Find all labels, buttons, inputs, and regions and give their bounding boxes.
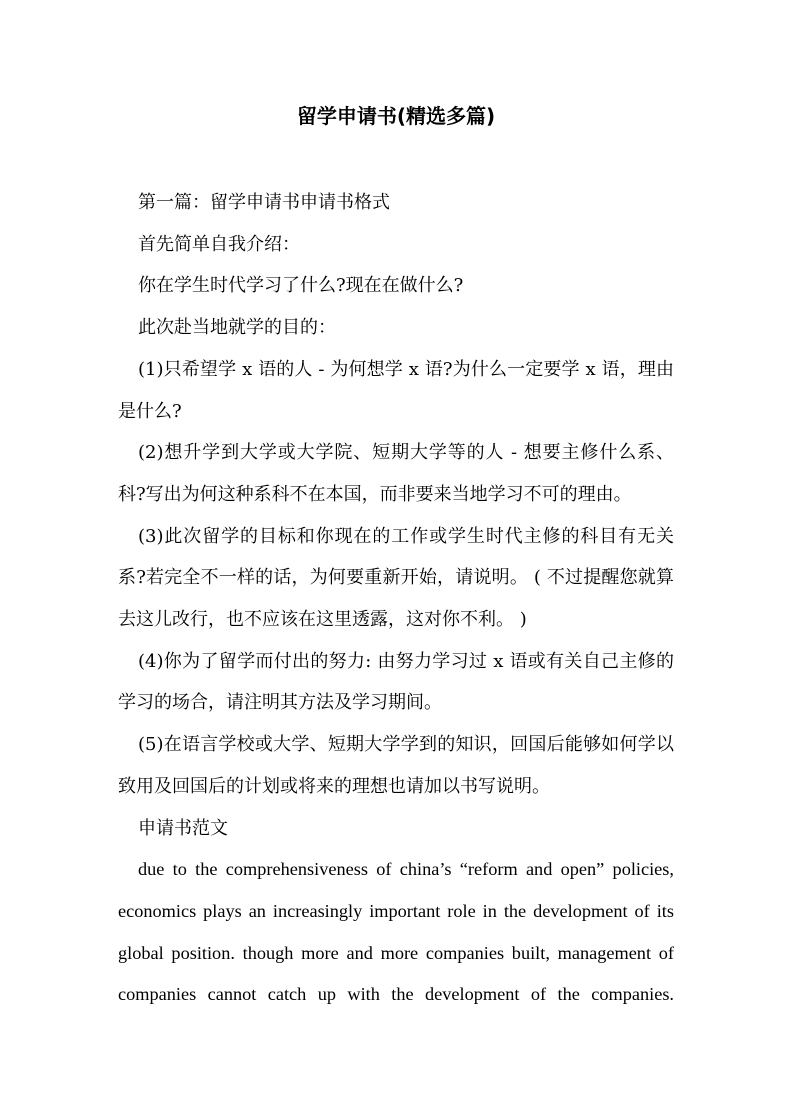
paragraph-english-sample: due to the comprehensiveness of china’s “reform and open” policies, economics plays an increasingly important role in the development of its global position. though more and more companies built, management of companies cannot catch up with the development of the companies. bbox=[118, 859, 674, 1005]
paragraph-self-intro: 首先简单自我介绍： bbox=[138, 233, 300, 255]
paragraph-heading-part-one: 第一篇：留学申请书申请书格式 bbox=[138, 192, 390, 213]
paragraph-item-1: (1)只希望学 x 语的人 - 为何想学 x 语?为什么一定要学 x 语，理由是什么? bbox=[118, 358, 674, 422]
paragraph-purpose: 此次赴当地就学的目的： bbox=[138, 317, 336, 339]
paragraph-item-3: (3)此次留学的目标和你现在的工作或学生时代主修的科目有无关系?若完全不一样的话，为何要重新开始，请说明。 ( 不过提醒您就算去这儿改行，也不应该在这里透露，这对你不利。 ) bbox=[118, 525, 674, 631]
paragraph-item-5: (5)在语言学校或大学、短期大学学到的知识，回国后能够如何学以致用及回国后的计划或将来的理想也请加以书写说明。 bbox=[118, 734, 674, 797]
document-title: 留学申请书(精选多篇) bbox=[296, 104, 496, 128]
document-body bbox=[118, 182, 674, 1016]
paragraph-sample-heading: 申请书范文 bbox=[138, 817, 228, 839]
paragraph-item-4: (4)你为了留学而付出的努力: 由努力学习过 x 语或有关自己主修的学习的场合，请注明其方法及学习期间。 bbox=[118, 650, 674, 714]
paragraph-item-2: (2)想升学到大学或大学院、短期大学等的人 - 想要主修什么系、科?写出为何这种系科不在本国，而非要来当地学习不可的理由。 bbox=[118, 442, 674, 505]
paragraph-student-question: 你在学生时代学习了什么?现在在做什么? bbox=[138, 275, 464, 297]
